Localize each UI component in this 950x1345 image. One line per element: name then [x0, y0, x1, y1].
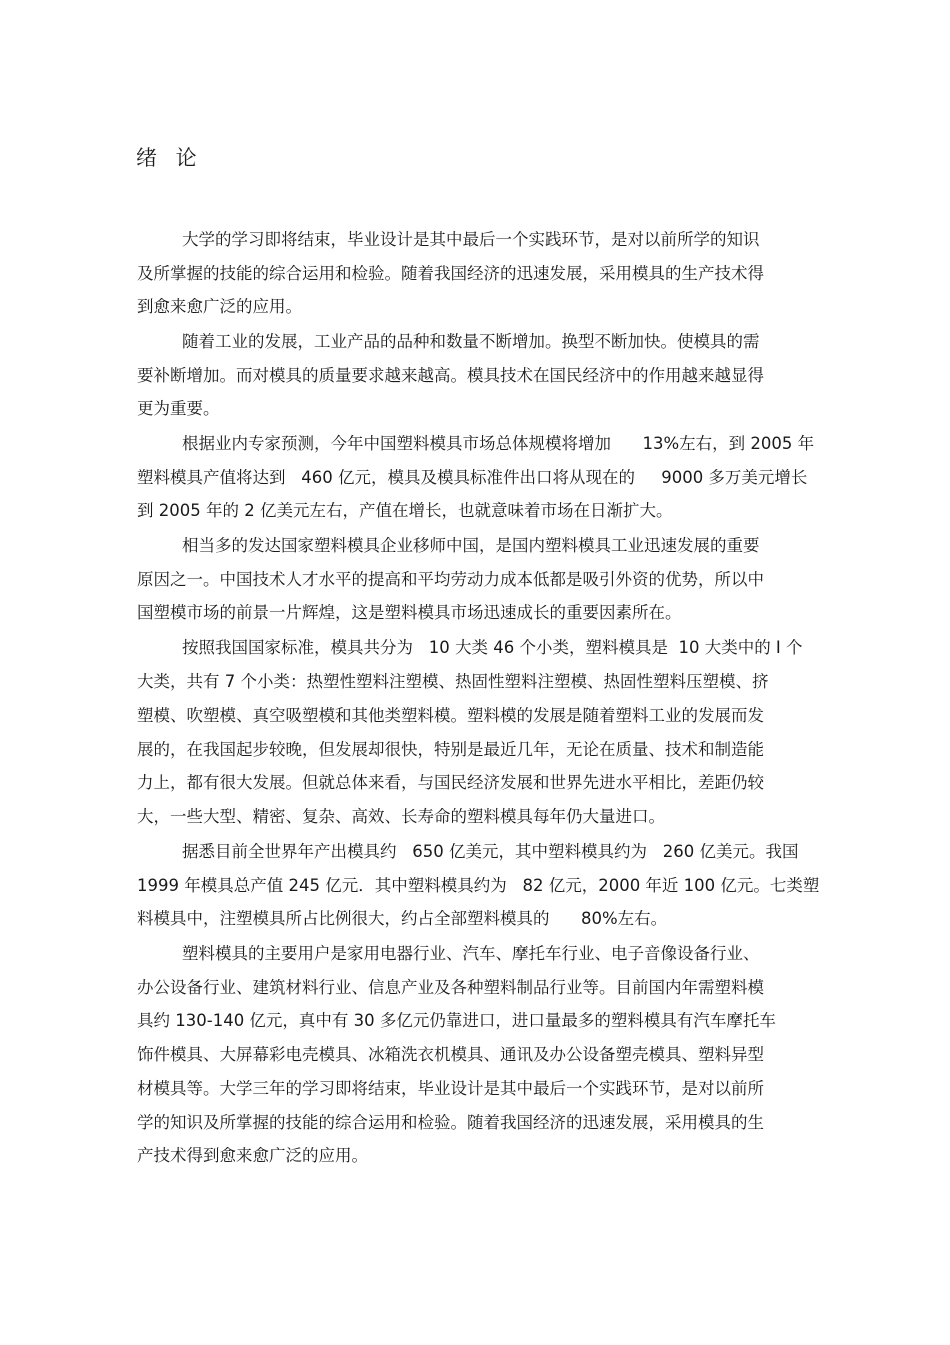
body-line: 产技术得到愈来愈广泛的应用。: [137, 1146, 368, 1165]
body-line: 料模具中，注塑模具所占比例很大，约占全部塑料模具的 80%左右。: [137, 909, 668, 928]
body-line: 更为重要。: [137, 399, 220, 418]
body-line: 塑模、吹塑模、真空吸塑模和其他类塑料模。塑料模的发展是随着塑料工业的发展而发: [137, 706, 764, 725]
body-line: 据悉目前全世界年产出模具约 650 亿美元，其中塑料模具约为 260 亿美元。我国: [182, 842, 799, 861]
body-line: 饰件模具、大屏幕彩电壳模具、冰箱洗衣机模具、通讯及办公设备塑壳模具、塑料异型: [137, 1045, 764, 1064]
body-line: 力上，都有很大发展。但就总体来看，与国民经济发展和世界先进水平相比，差距仍较: [137, 773, 764, 792]
body-line: 随着工业的发展，工业产品的品种和数量不断增加。换型不断加快。使模具的需: [182, 332, 760, 351]
body-line: 具约 130-140 亿元，真中有 30 多亿元仍靠进口，进口量最多的塑料模具有汽车摩托车: [137, 1011, 776, 1030]
body-line: 大类，共有 7 个小类：热塑性塑料注塑模、热固性塑料注塑模、热固性塑料压塑模、挤: [137, 672, 769, 691]
body-line: 1999 年模具总产值 245 亿元．其中塑料模具约为 82 亿元，2000 年近 100 亿元。七类塑: [137, 876, 820, 895]
body-line: 及所掌握的技能的综合运用和检验。随着我国经济的迅速发展，采用模具的生产技术得: [137, 264, 764, 283]
body-line: 按照我国国家标准，模具共分为 10 大类 46 个小类，塑料模具是 10 大类中的 I 个: [182, 638, 803, 657]
body-line: 大学的学习即将结束，毕业设计是其中最后一个实践环节，是对以前所学的知识: [182, 230, 760, 249]
body-line: 原因之一。中国技术人才水平的提高和平均劳动力成本低都是吸引外资的优势，所以中: [137, 570, 764, 589]
body-line: 到 2005 年的 2 亿美元左右，产值在增长，也就意味着市场在日渐扩大。: [137, 501, 673, 520]
body-line: 办公设备行业、建筑材料行业、信息产业及各种塑料制品行业等。目前国内年需塑料模: [137, 978, 764, 997]
body-line: 国塑模市场的前景一片辉煌，这是塑料模具市场迅速成长的重要因素所在。: [137, 603, 682, 622]
body-line: 到愈来愈广泛的应用。: [137, 297, 302, 316]
body-line: 学的知识及所掌握的技能的综合运用和检验。随着我国经济的迅速发展，采用模具的生: [137, 1113, 764, 1132]
body-line: 塑料模具产值将达到 460 亿元，模具及模具标准件出口将从现在的 9000 多万美元增长: [137, 468, 808, 487]
body-line: 要补断增加。而对模具的质量要求越来越高。模具技术在国民经济中的作用越来越显得: [137, 366, 764, 385]
body-line: 展的，在我国起步较晚，但发展却很快，特别是最近几年，无论在质量、技术和制造能: [137, 740, 764, 759]
body-line: 塑料模具的主要用户是家用电器行业、汽车、摩托车行业、电子音像设备行业、: [182, 944, 760, 963]
body-line: 材模具等。大学三年的学习即将结束，毕业设计是其中最后一个实践环节，是对以前所: [137, 1079, 764, 1098]
body-line: 根据业内专家预测，今年中国塑料模具市场总体规模将增加 13%左右，到 2005 年: [182, 434, 815, 453]
body-line: 相当多的发达国家塑料模具企业移师中国，是国内塑料模具工业迅速发展的重要: [182, 536, 760, 555]
page-title: 绪 论: [136, 146, 203, 170]
body-line: 大，一些大型、精密、复杂、高效、长寿命的塑料模具每年仍大量进口。: [137, 807, 665, 826]
